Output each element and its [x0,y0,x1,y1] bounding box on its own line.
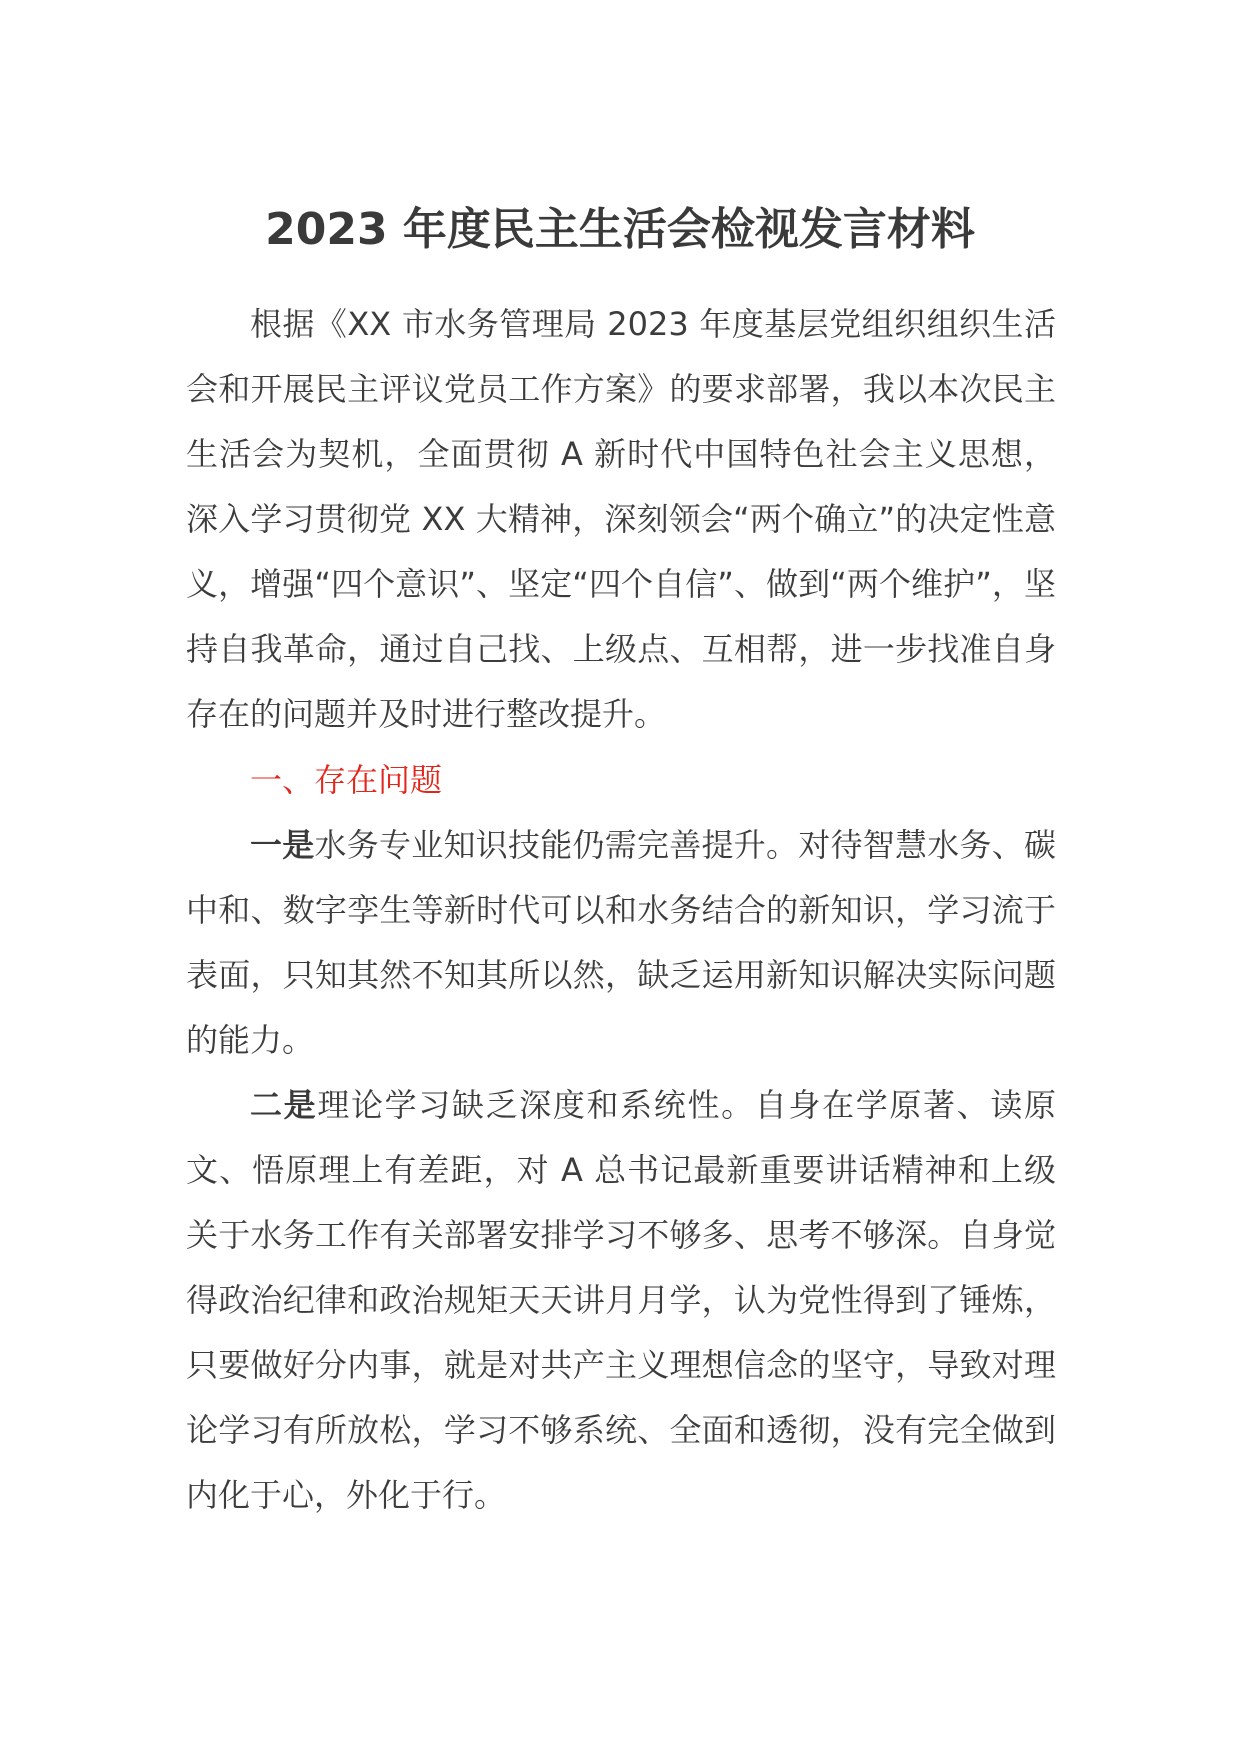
issue-text-2: 理论学习缺乏深度和系统性。自身在学原著、读原文、悟原理上有差距，对 A 总书记最新重要讲话精神和上级关于水务工作有关部署安排学习不够多、思考不够深。自身觉得政治纪律和政治规矩天天讲月月学，认为党性得到了锤炼，只要做好分内事，就是对共产主义理想信念的坚守，导致对理论学习有所放松，学习不够系统、全面和透彻，没有完全做到内化于心，外化于行。 [186,1086,1056,1514]
issue-lead-2: 二是 [250,1086,318,1124]
issue-item-2 [186,1073,1056,1528]
issue-lead-1: 一是 [250,826,315,864]
issue-text-1: 水务专业知识技能仍需完善提升。对待智慧水务、碳中和、数字孪生等新时代可以和水务结合的新知识，学习流于表面，只知其然不知其所以然，缺乏运用新知识解决实际问题的能力。 [186,826,1056,1059]
intro-paragraph: 根据《XX 市水务管理局 2023 年度基层党组织组织生活会和开展民主评议党员工作方案》的要求部署，我以本次民主生活会为契机，全面贯彻 A 新时代中国特色社会主义思想，深入学习贯彻党 XX 大精神，深刻领会“两个确立”的决定性意义，增强“四个意识”、坚定“四个自信”、做到“两个维护”，坚持自我革命，通过自己找、上级点、互相帮，进一步找准自身存在的问题并及时进行整改提升。 [186,305,1056,733]
section-heading: 一、存在问题 [250,761,443,799]
document-title: 2023 年度民主生活会检视发言材料 [265,204,975,255]
issue-item-1 [186,813,1056,1073]
